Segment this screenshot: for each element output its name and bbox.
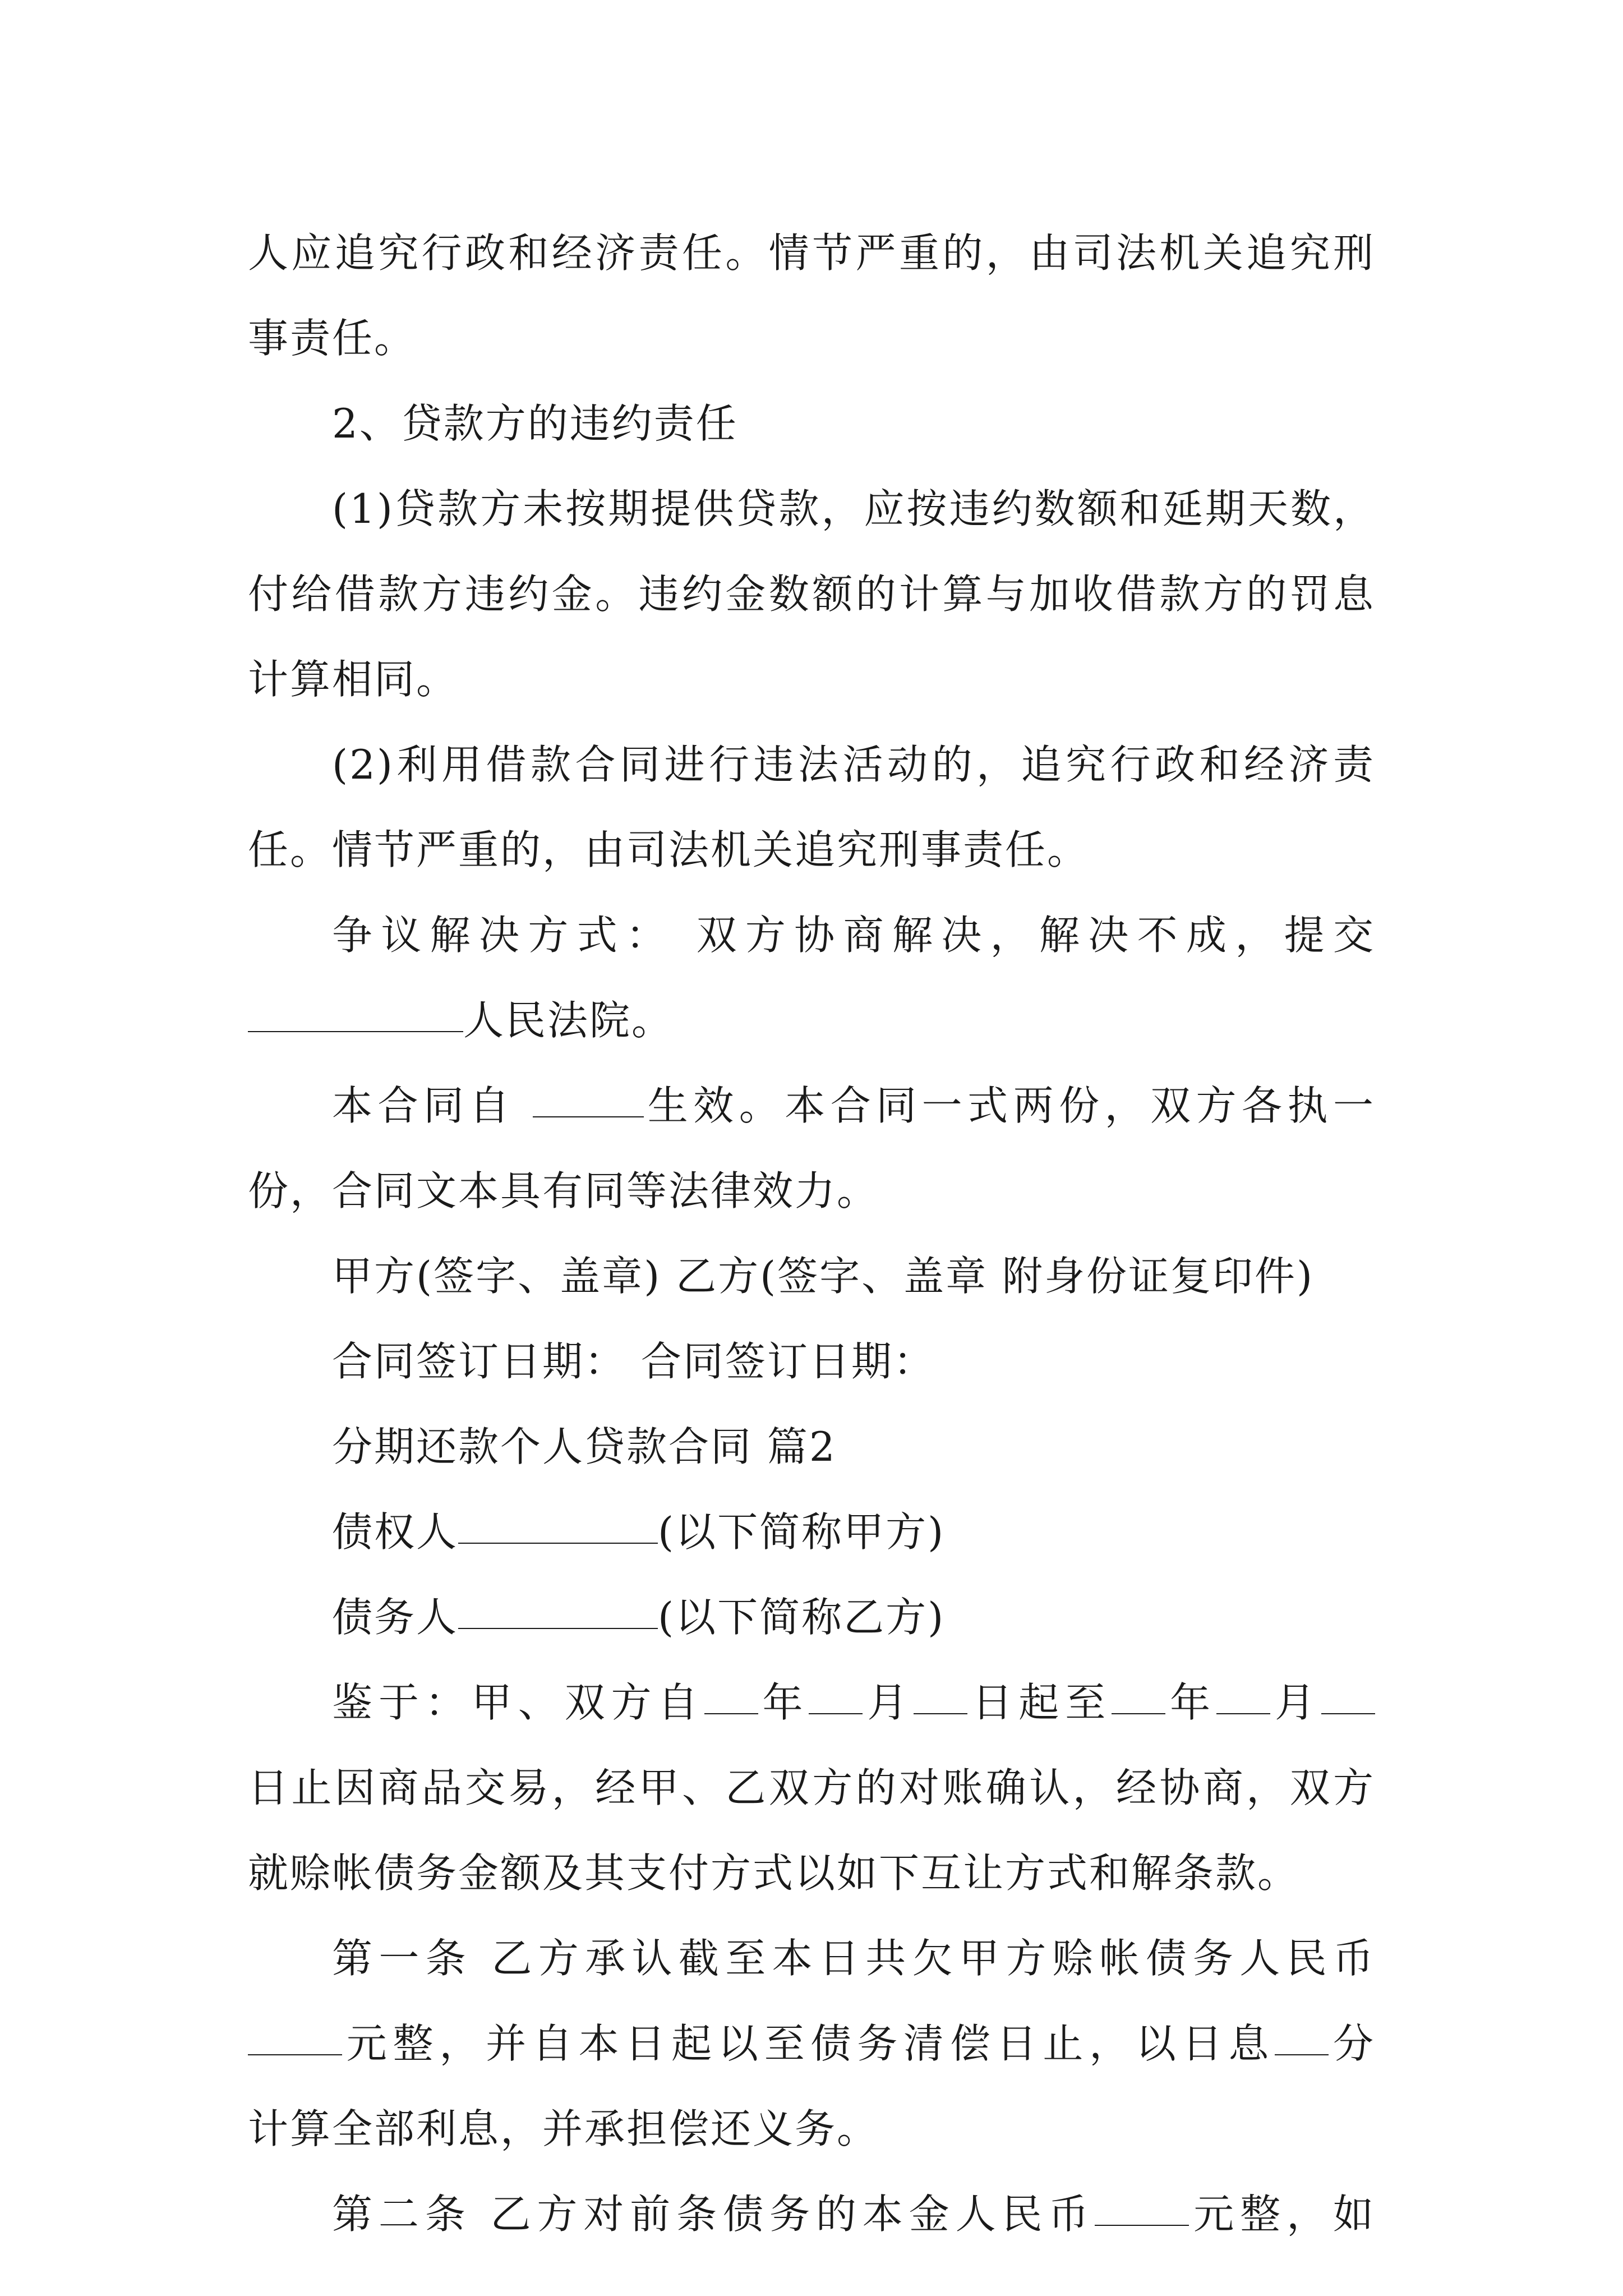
signing-date-line: 合同签订日期： 合同签订日期： [332,1338,935,1385]
paragraph-line: 日止因商品交易，经甲、乙双方的对账确认，经协商，双方 [248,1764,1375,1811]
fill-in-blank [1321,1675,1375,1714]
fill-in-blank [704,1675,758,1714]
paragraph-line: 份，合同文本具有同等法律效力。 [248,1167,879,1214]
paragraph-line: 付给借款方违约金。违约金数额的计算与加收借款方的罚息 [248,570,1375,618]
paragraph-line: 计算全部利息，并承担偿还义务。 [248,2105,879,2152]
fill-in-blank [458,1590,658,1629]
paragraph-line: 元整，并自本日起以至债务清偿日止，以日息 分 [248,2001,1375,2086]
clause-line: (2)利用借款合同进行违法活动的，追究行政和经济责 [332,741,1375,788]
signature-line: 甲方(签字、盖章) 乙方(签字、盖章 附身份证复印件) [332,1253,1315,1300]
paragraph-line: 任。情节严重的，由司法机关追究刑事责任。 [248,826,1090,873]
clause-line: (1)贷款方未按期提供贷款，应按违约数额和延期天数， [332,485,1375,532]
fill-in-blank [1095,2187,1189,2226]
paragraph-line: 人应追究行政和经济责任。情节严重的，由司法机关追究刑 [248,229,1375,277]
debtor-line: 债务人 (以下简称乙方) [248,1575,1375,1660]
fill-in-blank [1216,1675,1270,1714]
creditor-line: 债权人 (以下简称甲方) [248,1489,1375,1575]
dispute-resolution-line: 争议解决方式： 双方协商解决，解决不成，提交 [332,912,1375,959]
article-two-line: 第二条 乙方对前条债务的本金人民币 元整，如 [248,2171,1375,2257]
paragraph-line: 人民法院。 [248,978,1375,1063]
recital-line: 鉴于：甲、双方自 年 月 日起至 年 月 [248,1660,1375,1745]
paragraph-line: 计算相同。 [248,656,459,703]
fill-in-blank [458,1504,658,1544]
fill-in-blank [914,1675,967,1714]
fill-in-blank [248,993,463,1032]
fill-in-blank [1112,1675,1165,1714]
paragraph-line: 就赊帐债务金额及其支付方式以如下互让方式和解条款。 [248,1849,1300,1897]
effective-date-line: 本合同自 生效。本合同一式两份，双方各执一 [248,1063,1375,1148]
document-body [248,210,1375,2257]
fill-in-blank [533,1078,644,1117]
paragraph-line: 事责任。 [248,315,417,362]
fill-in-blank [248,2016,342,2055]
fill-in-blank [1275,2016,1329,2055]
section-heading: 2、贷款方的违约责任 [332,400,738,447]
fill-in-blank [809,1675,863,1714]
contract-title: 分期还款个人贷款合同 篇2 [332,1423,837,1470]
article-one-line: 第一条 乙方承认截至本日共欠甲方赊帐债务人民币 [332,1935,1375,1982]
